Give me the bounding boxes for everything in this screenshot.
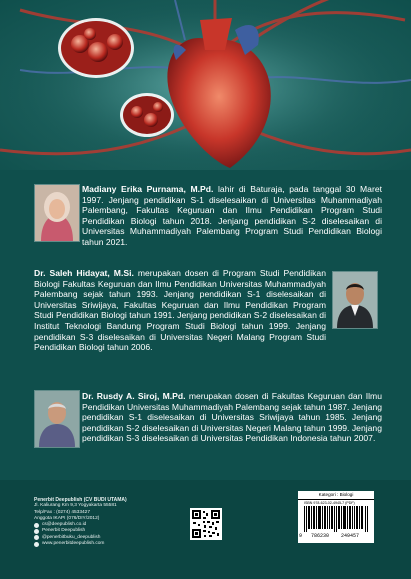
- portrait-icon: [333, 272, 377, 328]
- portrait-icon: [35, 185, 79, 241]
- author-bio-madiany: [82, 184, 382, 248]
- heart-illustration: [0, 0, 411, 170]
- heart-artwork: [0, 0, 411, 170]
- publisher-phone: Telp/Fax : (0274) 4533427: [34, 509, 91, 515]
- author-photo-madiany: [34, 184, 80, 242]
- contact-facebook-text: Penerbit Deepublish: [42, 528, 86, 534]
- globe-icon: [34, 542, 39, 547]
- author-name: Dr. Rusdy A. Siroj, M.Pd.: [82, 391, 186, 401]
- contact-instagram-text: @penerbitbuku_deepublish: [42, 534, 101, 540]
- contact-website: [34, 541, 154, 547]
- barcode-digits-left: 786230: [311, 533, 330, 539]
- category-label: Kategori : Biologi: [298, 491, 374, 500]
- author-bio-text: merupakan dosen di Fakultas Keguruan dan Ilmu Pendidikan Universitas Muhammadiyah Palembang sejak tahun 1987. Jenjang pendidikan S-1 diselesaikan di Universitas Sriwijaya tahun 1985. Jenjang pendidikan S-2 diselesaikan di Universitas Negeri Malang tahun 1999. Jenjang pendidikan S-3 diselesaikan di Universitas Pendidikan Indonesia tahun 2007.: [82, 391, 382, 444]
- instagram-icon: [34, 535, 39, 540]
- author-bio-rusdy: [82, 391, 382, 444]
- publisher-member: Anggota IKAPI (076/DIY/2012): [34, 515, 100, 521]
- author-bio-text: lahir di Baturaja, pada tanggal 30 Maret 1997. Jenjang pendidikan S-1 diselesaikan di Universitas Muhammadiyah Palembang, Fakultas Keguruan dan Ilmu Pendidikan Program Studi Pendidikan Biologi tahun 2018. Jenjang pendidikan S-2 diselesaikan di Universitas Muhammadiyah Palembang Program Studi Pendidikan Biologi tahun 2021.: [82, 184, 382, 247]
- contact-website-text: www.penerbitdeepublish.com: [42, 541, 105, 547]
- qr-code: [190, 508, 222, 540]
- author-photo-rusdy: [34, 390, 80, 448]
- author-name: Madiany Erika Purnama, M.Pd.: [82, 184, 214, 194]
- author-name: Dr. Saleh Hidayat, M.Si.: [34, 268, 134, 278]
- isbn-barcode: [298, 491, 374, 543]
- author-photo-saleh: [332, 271, 378, 329]
- barcode-bars: [304, 506, 368, 532]
- isbn-text: ISBN 978-623-02-4945-7 (PDF): [304, 501, 355, 505]
- portrait-icon: [35, 391, 79, 447]
- facebook-icon: [34, 529, 39, 534]
- author-bio-saleh: [34, 268, 326, 353]
- publisher-name: Penerbit Deepublish (CV BUDI UTAMA): [34, 497, 127, 503]
- email-icon: [34, 523, 39, 528]
- publisher-address: Jl. Kaliurang Km 9,3 Yogyakarta 55581: [34, 503, 117, 509]
- publisher-info: [34, 497, 154, 547]
- barcode-digit-prefix: 9: [299, 533, 303, 539]
- barcode-digits-right: 249457: [341, 533, 360, 539]
- qr-code-icon: [190, 508, 222, 540]
- author-bio-text: merupakan dosen di Program Studi Pendidikan Biologi Fakultas Keguruan dan Ilmu Pendidikan Universitas Muhammadiyah Palembang sejak tahun 1993. Jenjang pendidikan S-1 diselesaikan di Universitas Sriwijaya, Fakultas Keguruan dan Ilmu Pendidikan Program Studi Pendidikan Biologi tahun 1991. Jenjang pendidikan S-2 diselesaikan di Institut Teknologi Bandung Program Studi Biologi tahun 1999. Jenjang pendidikan S-3 diselesaikan di Universitas Negeri Malang Program Studi Pendidikan Biologi tahun 2006.: [34, 268, 326, 353]
- contact-email-text: cs@deepublish.co.id: [42, 522, 87, 528]
